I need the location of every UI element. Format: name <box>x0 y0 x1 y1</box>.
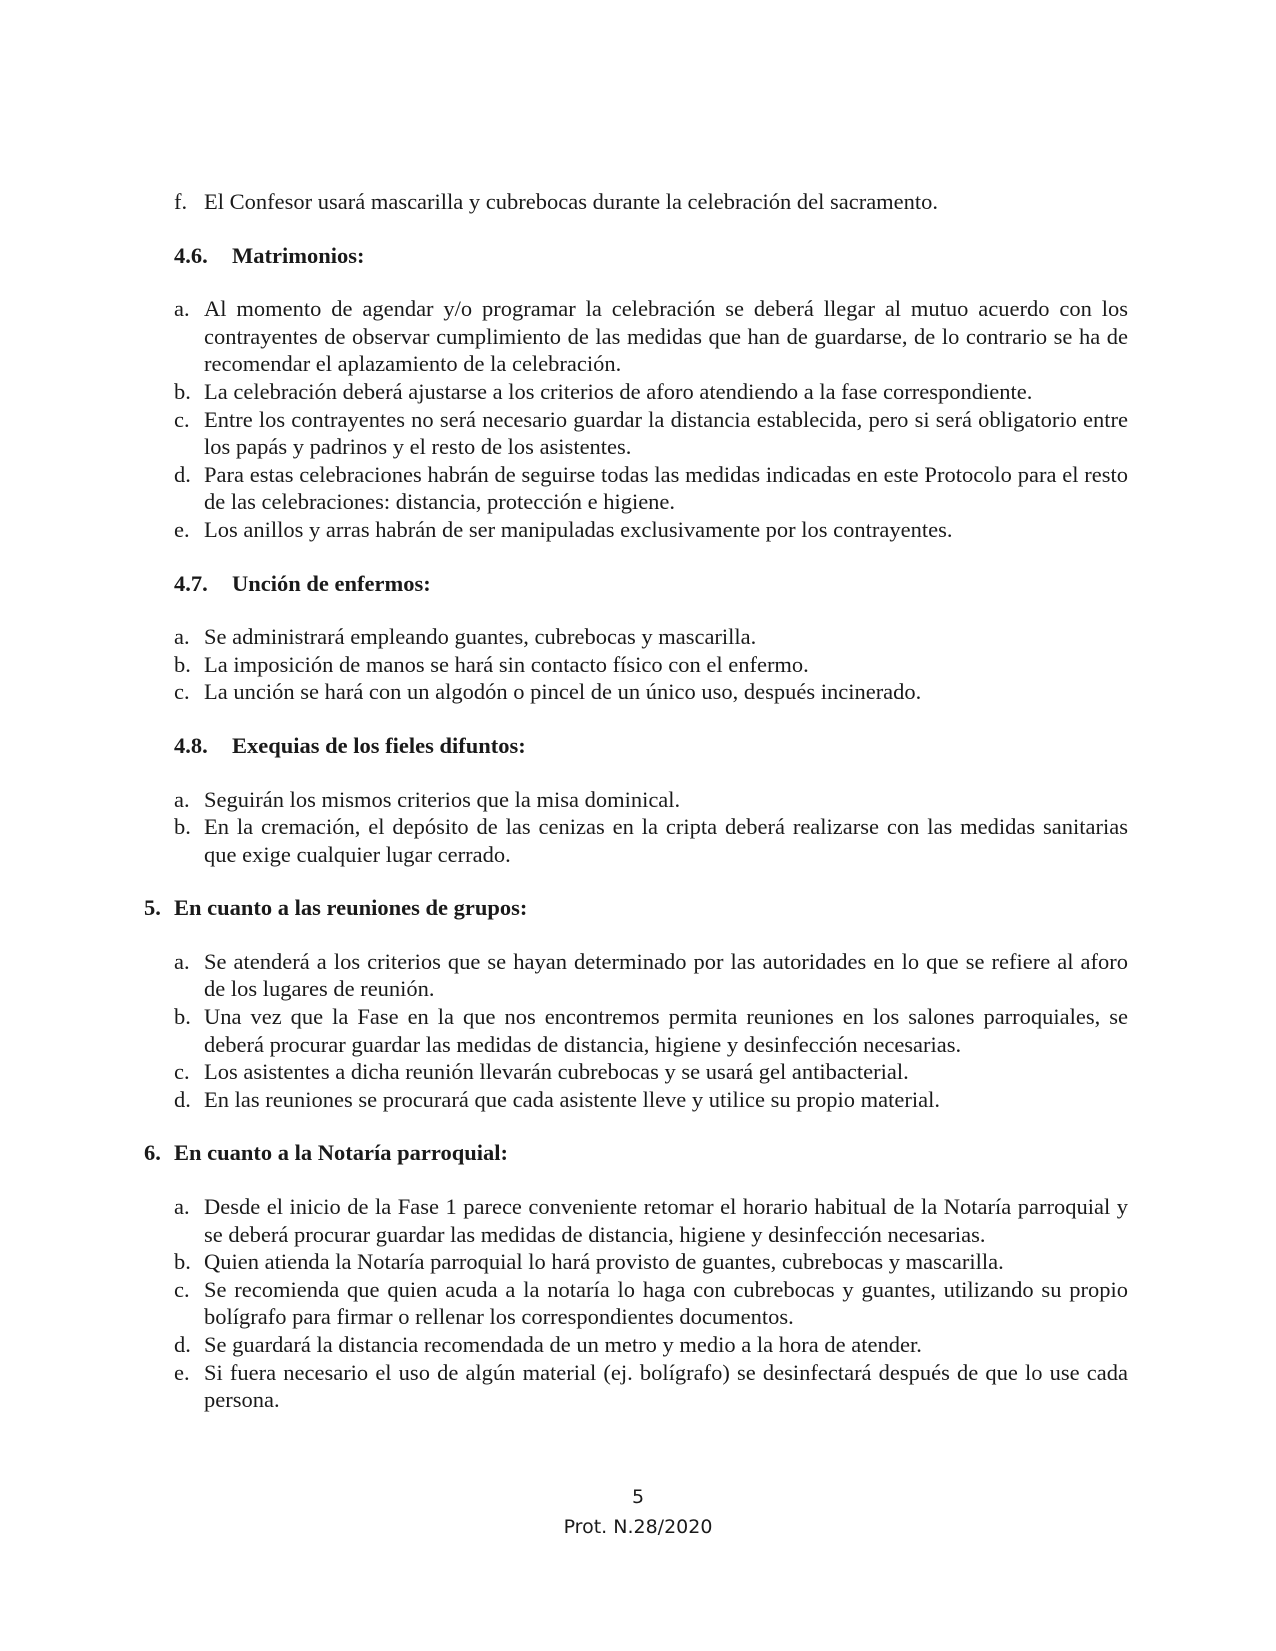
list-item <box>174 1359 1128 1414</box>
section-title: En cuanto a las reuniones de grupos: <box>174 895 528 921</box>
section-title: Matrimonios: <box>232 242 365 268</box>
list-item-text: Desde el inicio de la Fase 1 parece conveniente retomar el horario habitual de la Notaría parroquial y se deberá procurar guardar las medidas de distancia, higiene y desinfección necesarias. <box>204 1194 1128 1247</box>
section-number: 4.8. <box>174 732 208 758</box>
list-item-text: Para estas celebraciones habrán de seguirse todas las medidas indicadas en este Protocolo para el resto de las celebraciones: distancia, protección e higiene. <box>204 461 1128 515</box>
section-title: Exequias de los fieles difuntos: <box>232 732 526 758</box>
page-number: 5 <box>631 1486 645 1508</box>
list-item-marker: a. <box>174 624 190 650</box>
list-item <box>174 1193 1128 1248</box>
list-item <box>174 1003 1128 1058</box>
list-item-text: La unción se hará con un algodón o pincel de un único uso, después incinerado. <box>204 679 922 705</box>
list-item-text: Si fuera necesario el uso de algún material (ej. bolígrafo) se desinfectará después de que lo use cada persona. <box>204 1359 1128 1413</box>
list-item <box>174 461 1128 516</box>
top-item-list <box>174 188 1128 216</box>
list-item-marker: e. <box>174 1359 190 1385</box>
list-item <box>174 1058 1128 1086</box>
section-item-list <box>174 786 1128 869</box>
list-item-marker: c. <box>174 1059 190 1085</box>
section-number: 4.7. <box>174 570 208 596</box>
list-item <box>174 295 1128 378</box>
list-item <box>174 1248 1128 1276</box>
list-item <box>174 948 1128 1003</box>
section-item-list <box>174 948 1128 1114</box>
list-item <box>174 378 1128 406</box>
list-item <box>174 678 1128 706</box>
list-item-marker: b. <box>174 814 191 840</box>
page-footer <box>0 1482 1276 1542</box>
list-item-text: Los anillos y arras habrán de ser manipuladas exclusivamente por los contrayentes. <box>204 516 953 542</box>
section-title: En cuanto a la Notaría parroquial: <box>174 1140 508 1166</box>
list-item-marker: a. <box>174 296 190 322</box>
list-item-text: Al momento de agendar y/o programar la celebración se deberá llegar al mutuo acuerdo con los contrayentes de observar cumplimiento de las medidas que han de guardarse, de lo contrario se ha de recomendar el aplazamiento de la celebración. <box>204 296 1128 377</box>
list-item <box>174 188 1128 216</box>
list-item-text: La imposición de manos se hará sin contacto físico con el enfermo. <box>204 651 809 677</box>
section-number: 4.6. <box>174 242 208 268</box>
list-item-marker: d. <box>174 461 191 487</box>
list-item-marker: a. <box>174 1194 190 1220</box>
section-item-list <box>174 1193 1128 1414</box>
list-item <box>174 1331 1128 1359</box>
list-item-text: Una vez que la Fase en la que nos encontremos permita reuniones en los salones parroquiales, se deberá procurar guardar las medidas de distancia, higiene y desinfección necesarias. <box>204 1004 1128 1057</box>
list-item-text: Seguirán los mismos criterios que la misa dominical. <box>204 786 681 812</box>
list-item-marker: b. <box>174 378 191 404</box>
section-number: 6. <box>144 1140 161 1166</box>
list-item-text: Se recomienda que quien acuda a la notaría lo haga con cubrebocas y guantes, utilizando su propio bolígrafo para firmar o rellenar los correspondientes documentos. <box>204 1276 1128 1330</box>
section-heading <box>144 894 1128 922</box>
list-item-text: Se administrará empleando guantes, cubrebocas y mascarilla. <box>204 624 757 650</box>
list-item-text: Quien atienda la Notaría parroquial lo hará provisto de guantes, cubrebocas y mascarilla. <box>204 1249 1004 1275</box>
list-item-marker: b. <box>174 651 191 677</box>
list-item <box>174 1086 1128 1114</box>
list-item <box>174 1276 1128 1331</box>
section-heading <box>174 570 1128 598</box>
list-item-marker: d. <box>174 1086 191 1112</box>
section-item-list <box>174 295 1128 543</box>
section-heading <box>144 1139 1128 1167</box>
list-item <box>174 406 1128 461</box>
list-item-text: La celebración deberá ajustarse a los criterios de aforo atendiendo a la fase correspondiente. <box>204 378 1033 404</box>
list-item-marker: a. <box>174 786 190 812</box>
section-item-list <box>174 623 1128 706</box>
list-item-text: Se atenderá a los criterios que se hayan determinado por las autoridades en lo que se refiere al aforo de los lugares de reunión. <box>204 948 1128 1002</box>
list-item-marker: c. <box>174 406 190 432</box>
list-item-marker: c. <box>174 679 190 705</box>
list-item-marker: a. <box>174 948 190 974</box>
list-item <box>174 786 1128 814</box>
list-item-marker: e. <box>174 516 190 542</box>
list-item-marker: f. <box>174 189 188 214</box>
document-body <box>144 0 1128 1414</box>
list-item-text: Los asistentes a dicha reunión llevarán cubrebocas y se usará gel antibacterial. <box>204 1059 909 1085</box>
list-item-text: Entre los contrayentes no será necesario guardar la distancia establecida, pero si será obligatorio entre los papás y padrinos y el resto de los asistentes. <box>204 406 1128 460</box>
list-item <box>174 813 1128 868</box>
list-item <box>174 651 1128 679</box>
list-item <box>174 516 1128 544</box>
list-item-marker: b. <box>174 1249 191 1275</box>
list-item-marker: c. <box>174 1276 190 1302</box>
list-item-text: En las reuniones se procurará que cada asistente lleve y utilice su propio material. <box>204 1086 940 1112</box>
section-heading <box>174 732 1128 760</box>
section-title: Unción de enfermos: <box>232 570 431 596</box>
list-item-marker: b. <box>174 1004 191 1030</box>
list-item-text: El Confesor usará mascarilla y cubrebocas durante la celebración del sacramento. <box>204 189 939 214</box>
list-item-text: Se guardará la distancia recomendada de un metro y medio a la hora de atender. <box>204 1332 922 1357</box>
list-item-text: En la cremación, el depósito de las cenizas en la cripta deberá realizarse con las medidas sanitarias que exige cualquier lugar cerrado. <box>204 814 1128 867</box>
list-item-marker: d. <box>174 1332 191 1357</box>
protocol-number: Prot. N.28/2020 <box>563 1516 713 1538</box>
section-heading <box>174 242 1128 270</box>
section-number: 5. <box>144 895 161 921</box>
list-item <box>174 623 1128 651</box>
